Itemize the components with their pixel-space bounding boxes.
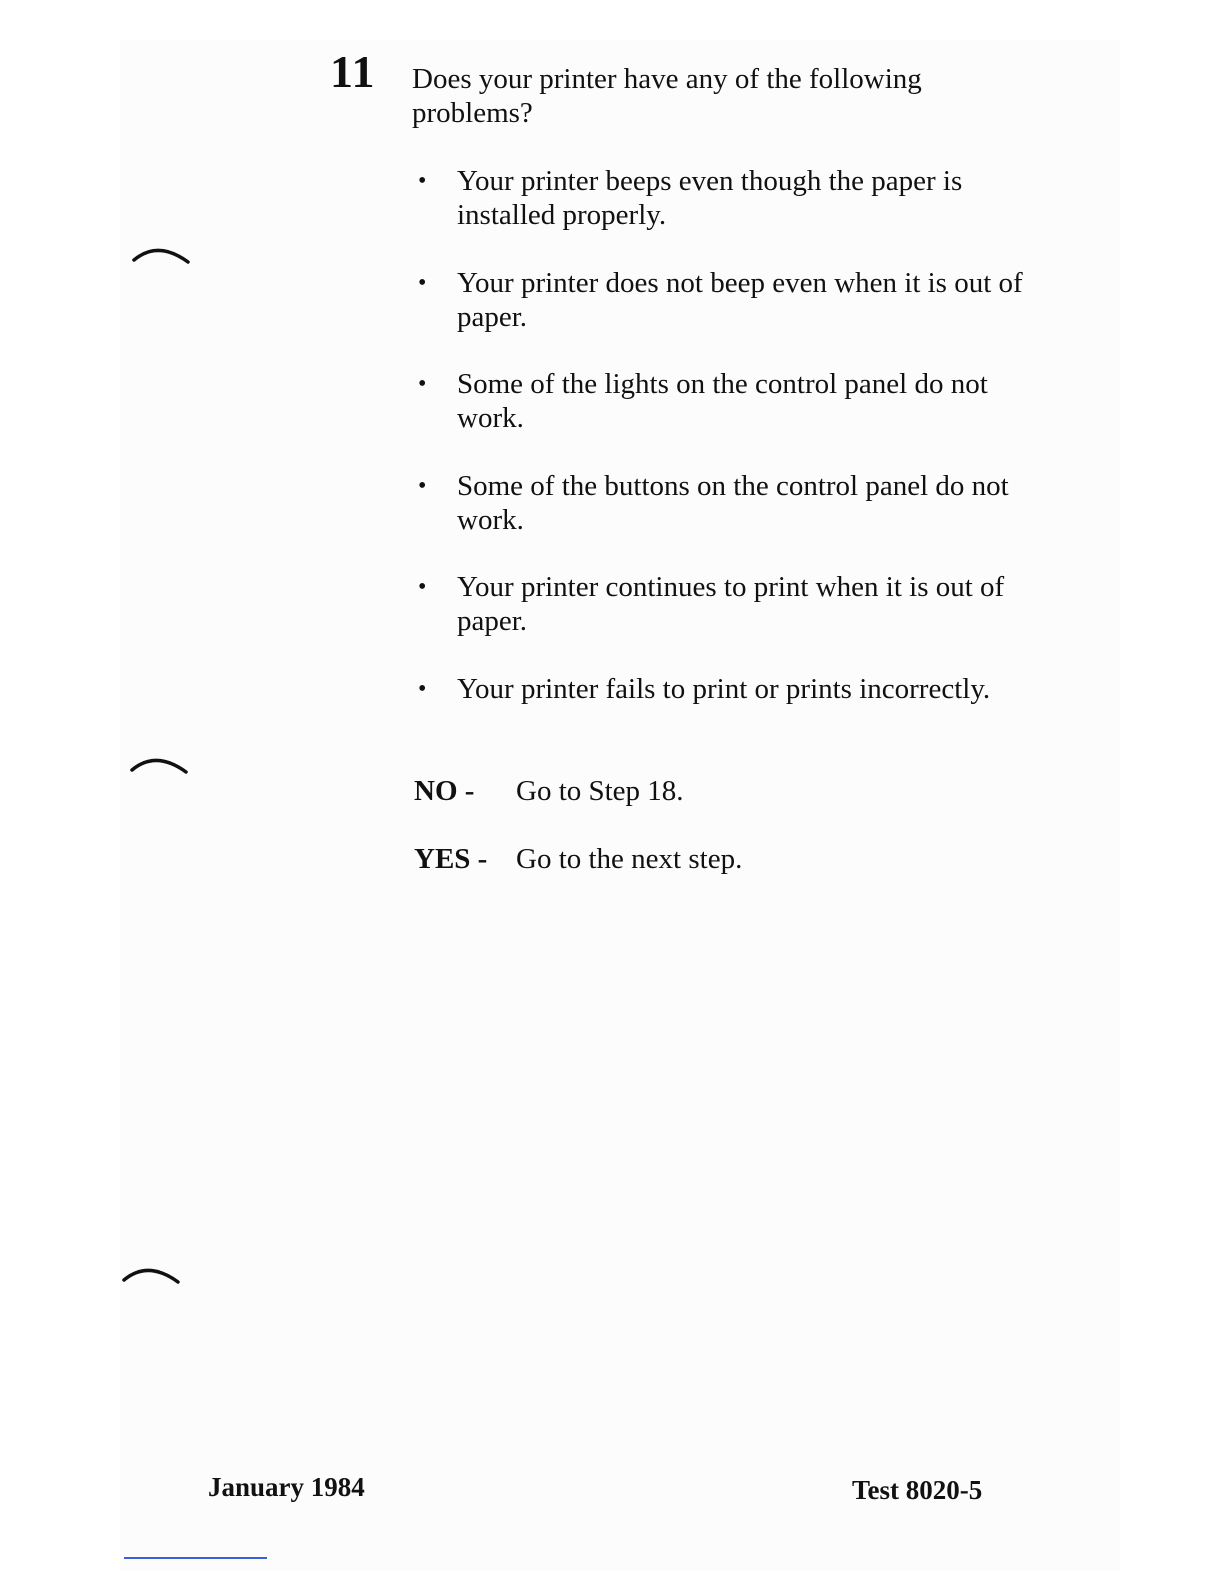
answer-yes xyxy=(414,842,742,876)
answer-no-action: Go to Step 18. xyxy=(516,775,684,807)
problem-text: Your printer continues to print when it is out of paper. xyxy=(457,571,1005,637)
footer-date: January 1984 xyxy=(208,1472,365,1502)
answer-yes-action: Go to the next step. xyxy=(516,843,743,875)
list-item xyxy=(412,266,1032,334)
bullet-icon: • xyxy=(418,269,427,296)
problem-list xyxy=(412,164,1032,739)
step-number: 11 xyxy=(330,46,376,97)
problem-text: Some of the buttons on the control panel do not work. xyxy=(457,469,1009,536)
list-item xyxy=(412,367,1032,435)
list-item xyxy=(412,469,1032,537)
bullet-icon: • xyxy=(418,574,427,600)
problem-text: Your printer does not beep even when it is out of paper. xyxy=(457,266,1023,333)
answer-no xyxy=(414,774,684,808)
bottom-rule xyxy=(124,1557,267,1559)
binder-hole-arc-icon xyxy=(120,1260,182,1288)
bullet-icon: • xyxy=(418,168,427,194)
binder-hole-arc-icon xyxy=(128,750,190,778)
answer-no-key: NO - xyxy=(414,775,475,807)
footer-test-id: Test 8020-5 xyxy=(852,1475,983,1505)
step-question: Does your printer have any of the following problems? xyxy=(412,63,922,129)
problem-text: Some of the lights on the control panel do not work. xyxy=(457,368,988,434)
list-item xyxy=(412,672,1032,706)
list-item xyxy=(412,570,1032,638)
bullet-icon: • xyxy=(418,371,427,397)
binder-hole-arc-icon xyxy=(130,240,192,268)
bullet-icon: • xyxy=(418,472,427,499)
list-item xyxy=(412,164,1032,232)
problem-text: Your printer beeps even though the paper is installed properly. xyxy=(457,165,963,231)
answer-yes-key: YES - xyxy=(414,843,488,875)
bullet-icon: • xyxy=(418,675,427,702)
problem-text: Your printer fails to print or prints incorrectly. xyxy=(457,672,991,705)
